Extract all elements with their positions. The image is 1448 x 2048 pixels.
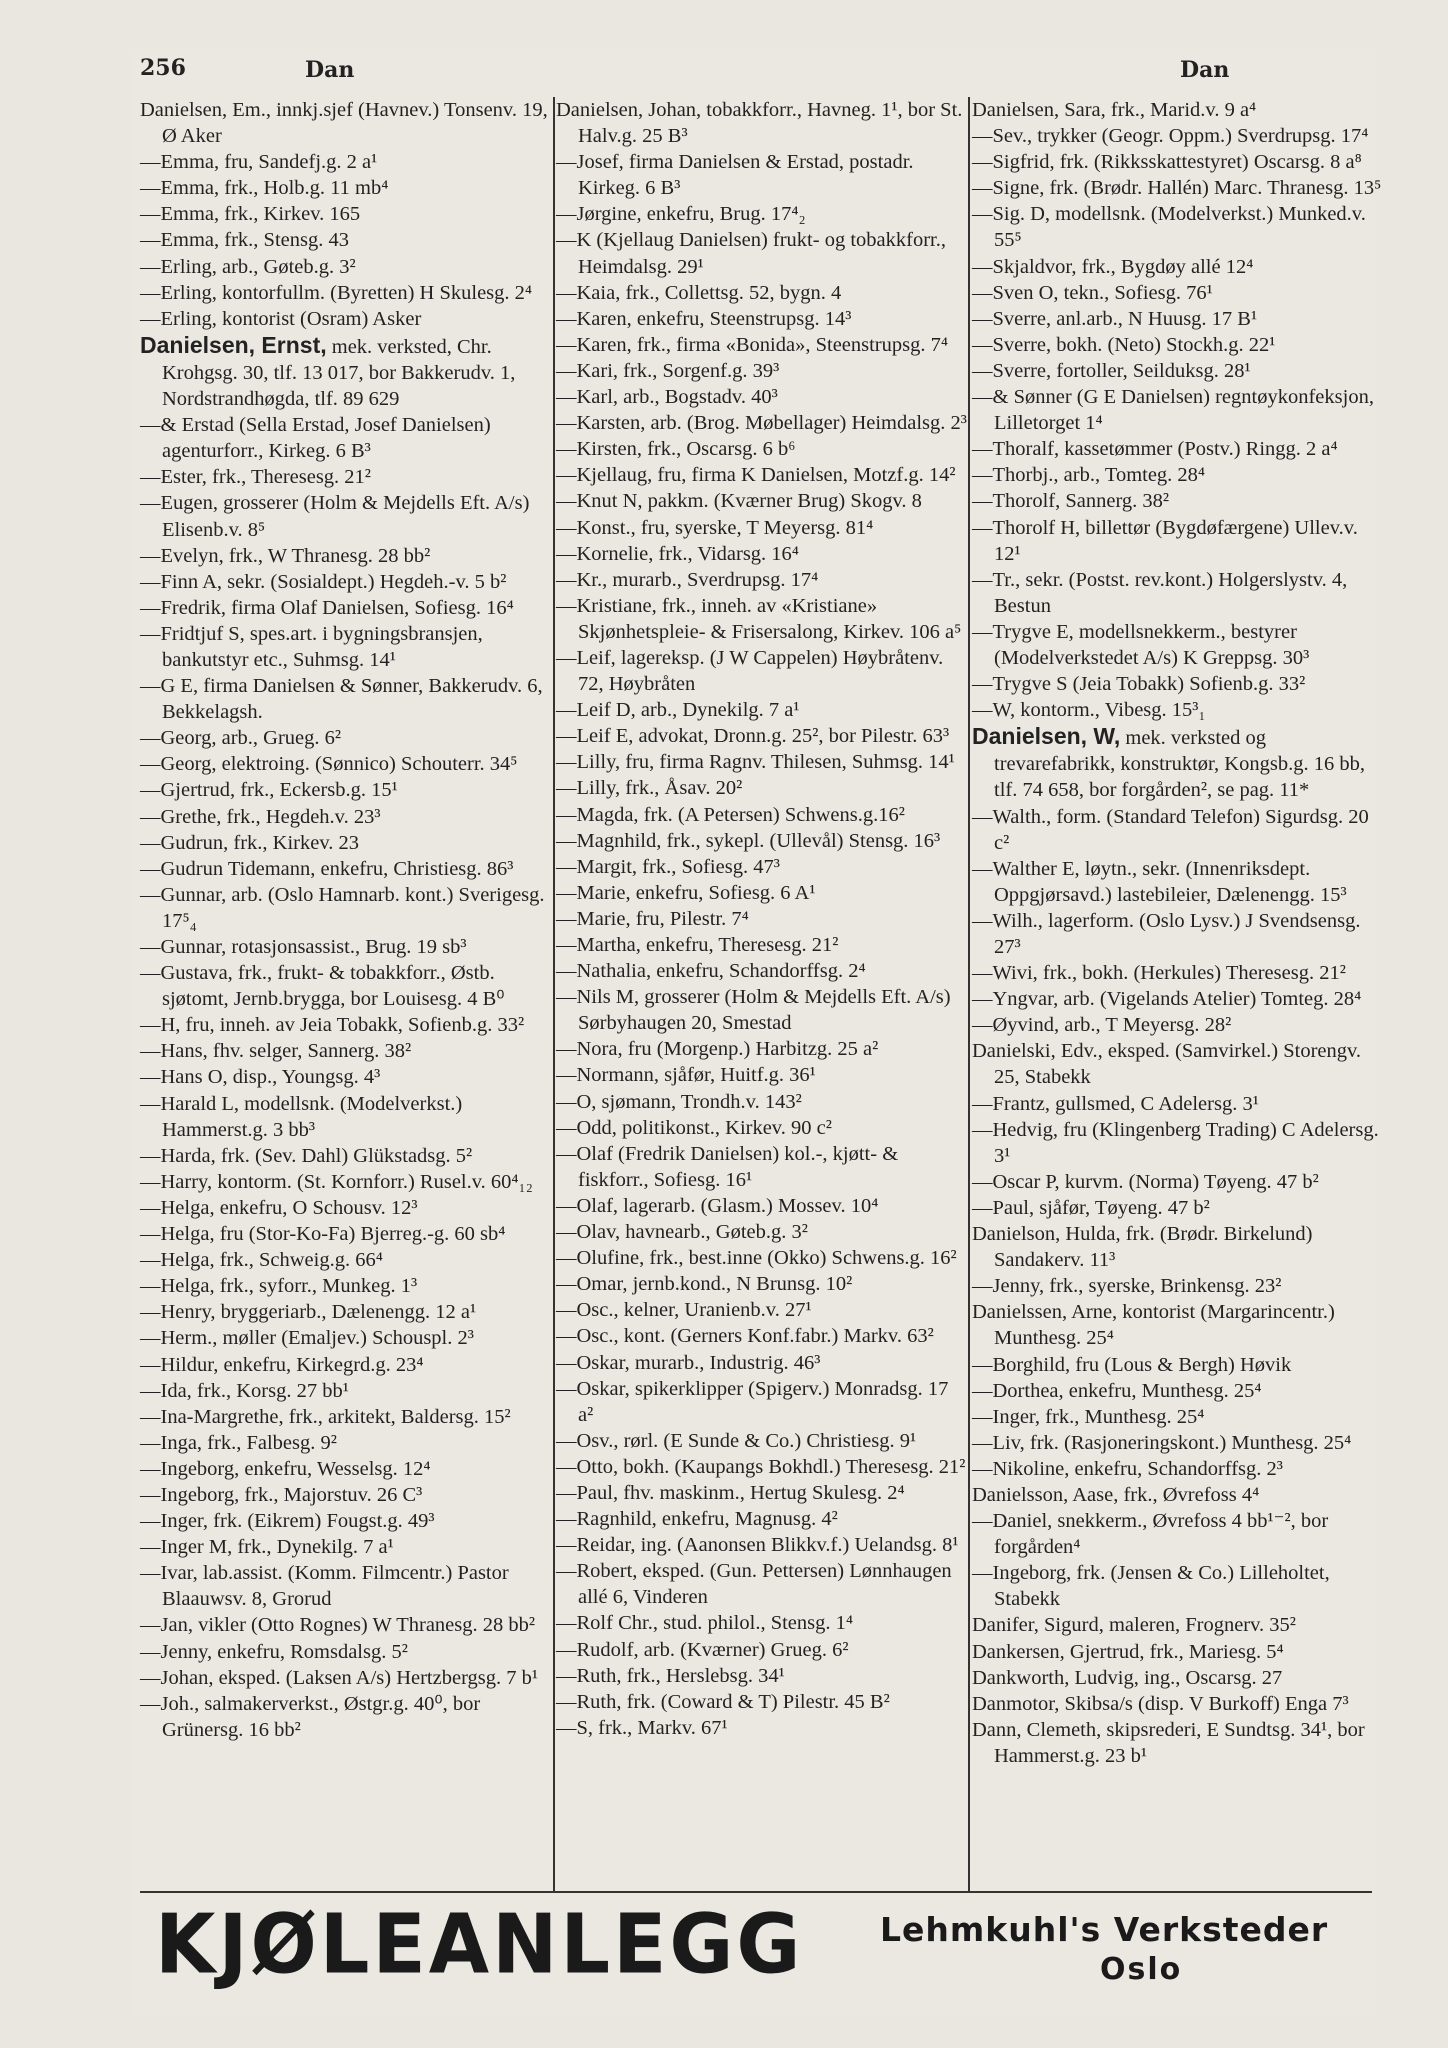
directory-entry: —Normann, sjåfør, Huitf.g. 36¹ bbox=[556, 1064, 816, 1087]
directory-entry: —Ragnhild, enkefru, Magnusg. 4² bbox=[556, 1508, 838, 1531]
directory-entry: —Ina-Margrethe, frk., arkitekt, Baldersg. 15² bbox=[140, 1405, 511, 1428]
advert-city: Oslo bbox=[1100, 1952, 1183, 1987]
directory-entry: Danielsson, Aase, frk., Øvrefoss 4⁴ bbox=[972, 1483, 1260, 1506]
directory-entry: —Emma, fru, Sandefj.g. 2 a¹ bbox=[140, 151, 378, 174]
directory-entry: —Reidar, ing. (Aanonsen Blikkv.f.) Uelandsg. 8¹ bbox=[556, 1534, 959, 1557]
directory-entry: —Ester, frk., Theresesg. 21² bbox=[140, 466, 371, 489]
directory-entry: —Gudrun Tidemann, enkefru, Christiesg. 86³ bbox=[140, 857, 514, 880]
directory-entry: —Jan, vikler (Otto Rognes) W Thranesg. 28 bb² bbox=[140, 1614, 536, 1637]
directory-entry: Danielsen, Ernst, mek. verksted, Chr. Krohgsg. 30, tlf. 13 017, bor Bakkerudv. 1, Nordstrandhøgda, tlf. 89 629 bbox=[140, 331, 516, 411]
directory-entry: —Emma, frk., Holb.g. 11 mb⁴ bbox=[140, 177, 389, 200]
directory-entry: —Fridtjuf S, spes.art. i bygningsbransjen, bankutstyr etc., Suhmsg. 14¹ bbox=[140, 622, 483, 671]
directory-entry: —Kaia, frk., Collettsg. 52, bygn. 4 bbox=[556, 281, 842, 304]
directory-entry: —Dorthea, enkefru, Munthesg. 25⁴ bbox=[972, 1379, 1262, 1402]
directory-entry: —H, fru, inneh. av Jeia Tobakk, Sofienb.g. 33² bbox=[140, 1014, 525, 1037]
directory-entry: —Joh., salmakerverkst., Østgr.g. 40⁰, bor Grünersg. 16 bb² bbox=[140, 1692, 481, 1741]
directory-entry: —Johan, eksped. (Laksen A/s) Hertzbergsg. 7 b¹ bbox=[140, 1666, 539, 1689]
directory-entry: —Liv, frk. (Rasjoneringskont.) Munthesg. 25⁴ bbox=[972, 1431, 1352, 1454]
directory-entry: —Osc., kelner, Uranienb.v. 27¹ bbox=[556, 1299, 812, 1322]
directory-entry: —Borghild, fru (Lous & Bergh) Høvik bbox=[972, 1353, 1292, 1376]
directory-entry: —Leif E, advokat, Dronn.g. 25², bor Pilestr. 63³ bbox=[556, 725, 950, 748]
directory-entry: —G E, firma Danielsen & Sønner, Bakkerudv. 6, Bekkelagsh. bbox=[140, 675, 543, 724]
directory-entry: —Grethe, frk., Hegdeh.v. 23³ bbox=[140, 805, 381, 828]
directory-entry: —Kornelie, frk., Vidarsg. 16⁴ bbox=[556, 542, 799, 565]
directory-entry: —Sverre, fortoller, Seilduksg. 28¹ bbox=[972, 359, 1251, 382]
directory-entry: —Jenny, enkefru, Romsdalsg. 5² bbox=[140, 1640, 408, 1663]
directory-entry: —Paul, fhv. maskinm., Hertug Skulesg. 2⁴ bbox=[556, 1481, 905, 1504]
directory-entry: —Gudrun, frk., Kirkev. 23 bbox=[140, 831, 360, 854]
directory-entry: —Emma, frk., Stensg. 43 bbox=[140, 229, 349, 252]
directory-entry: —Yngvar, arb. (Vigelands Atelier) Tomteg. 28⁴ bbox=[972, 988, 1362, 1011]
directory-entry: —Harald L, modellsnk. (Modelverkst.) Hammerst.g. 3 bb³ bbox=[140, 1092, 463, 1141]
directory-entry: —Helga, enkefru, O Schousv. 12³ bbox=[140, 1196, 418, 1219]
directory-entry: Danifer, Sigurd, maleren, Frognerv. 35² bbox=[972, 1614, 1296, 1637]
directory-entry: —Kjellaug, fru, firma K Danielsen, Motzf.g. 14² bbox=[556, 464, 956, 487]
directory-entry: —Nikoline, enkefru, Schandorffsg. 2³ bbox=[972, 1457, 1283, 1480]
directory-entry: —Georg, elektroing. (Sønnico) Schouterr. 34⁵ bbox=[140, 753, 518, 776]
directory-entry: —Thorbj., arb., Tomteg. 28⁴ bbox=[972, 464, 1206, 487]
directory-entry: —Erling, arb., Gøteb.g. 3² bbox=[140, 255, 356, 278]
column-2 bbox=[556, 97, 968, 1741]
directory-entry: —Gustava, frk., frukt- & tobakkforr., Østb. sjøtomt, Jernb.brygga, bor Louisesg. 4 B⁰ bbox=[140, 962, 505, 1011]
directory-entry: —Margit, frk., Sofiesg. 47³ bbox=[556, 855, 780, 878]
advert-maker: Lehmkuhl's Verksteder bbox=[880, 1910, 1329, 1949]
column-3 bbox=[972, 97, 1384, 1769]
directory-entry: Danielski, Edv., eksped. (Samvirkel.) Storengv. 25, Stabekk bbox=[972, 1040, 1362, 1089]
directory-entry: —Eugen, grosserer (Holm & Mejdells Eft. A/s) Elisenb.v. 8⁵ bbox=[140, 492, 530, 541]
directory-entry: —Kristiane, frk., inneh. av «Kristiane» Skjønhetspleie- & Frisersalong, Kirkev. 106 a⁵ bbox=[556, 594, 962, 643]
directory-entry: —Olav, havnearb., Gøteb.g. 3² bbox=[556, 1221, 808, 1244]
directory-entry: —K (Kjellaug Danielsen) frukt- og tobakkforr., Heimdalsg. 29¹ bbox=[556, 229, 946, 278]
directory-entry: —Sverre, anl.arb., N Huusg. 17 B¹ bbox=[972, 307, 1258, 330]
directory-entry: —Wilh., lagerform. (Oslo Lysv.) J Svendsensg. 27³ bbox=[972, 909, 1361, 958]
directory-entry: —O, sjømann, Trondh.v. 143² bbox=[556, 1090, 802, 1113]
directory-entry: —Odd, politikonst., Kirkev. 90 c² bbox=[556, 1116, 832, 1139]
directory-entry: Dann, Clemeth, skipsrederi, E Sundtsg. 34¹, bor Hammerst.g. 23 b¹ bbox=[972, 1718, 1365, 1767]
directory-entry: —Erling, kontorist (Osram) Asker bbox=[140, 307, 422, 330]
directory-entry: Dankersen, Gjertrud, frk., Mariesg. 5⁴ bbox=[972, 1640, 1284, 1663]
directory-entry: —Sven O, tekn., Sofiesg. 76¹ bbox=[972, 281, 1213, 304]
directory-entry: —Oskar, murarb., Industrig. 46³ bbox=[556, 1351, 821, 1374]
directory-entry: —Harda, frk. (Sev. Dahl) Glükstadsg. 5² bbox=[140, 1144, 473, 1167]
directory-entry: —Trygve E, modellsnekkerm., bestyrer (Modelverkstedet A/s) K Greppsg. 30³ bbox=[972, 620, 1310, 669]
directory-entry: —Sig. D, modellsnk. (Modelverkst.) Munked.v. 55⁵ bbox=[972, 203, 1366, 252]
directory-entry: —Ingeborg, frk., Majorstuv. 26 C³ bbox=[140, 1483, 423, 1506]
directory-entry: —Thorolf H, billettør (Bygdøfærgene) Ullev.v. 12¹ bbox=[972, 516, 1358, 565]
directory-entry: —Georg, arb., Grueg. 6² bbox=[140, 727, 342, 750]
directory-entry: —Magnhild, frk., sykepl. (Ullevål) Stensg. 16³ bbox=[556, 829, 941, 852]
directory-entry: —& Sønner (G E Danielsen) regntøykonfeksjon, Lilletorget 1⁴ bbox=[972, 386, 1374, 435]
directory-entry: —Hans O, disp., Youngsg. 4³ bbox=[140, 1066, 381, 1089]
directory-entry: —Finn A, sekr. (Sosialdept.) Hegdeh.-v. 5 b² bbox=[140, 570, 507, 593]
directory-entry: —Sev., trykker (Geogr. Oppm.) Sverdrupsg. 17⁴ bbox=[972, 125, 1369, 148]
directory-entry: —Ruth, frk. (Coward & T) Pilestr. 45 B² bbox=[556, 1690, 890, 1713]
directory-entry: —Gunnar, arb. (Oslo Hamnarb. kont.) Sverigesg. 17⁵₄ bbox=[140, 883, 545, 932]
directory-entry: —Thoralf, kassetømmer (Postv.) Ringg. 2 a⁴ bbox=[972, 438, 1338, 461]
directory-entry: —S, frk., Markv. 67¹ bbox=[556, 1716, 728, 1739]
directory-entry: —Walther E, løytn., sekr. (Innenriksdept. Oppgjørsavd.) lastebileier, Dælenengg. 15³ bbox=[972, 857, 1347, 906]
directory-entry: —Jenny, frk., syerske, Brinkensg. 23² bbox=[972, 1275, 1282, 1298]
directory-entry: —Martha, enkefru, Theresesg. 21² bbox=[556, 934, 839, 956]
directory-entry: Danielssen, Arne, kontorist (Margarincentr.) Munthesg. 25⁴ bbox=[972, 1301, 1335, 1350]
directory-entry: —Ruth, frk., Herslebsg. 34¹ bbox=[556, 1664, 785, 1687]
column-divider bbox=[968, 97, 970, 1892]
directory-entry: —Helga, frk., syforr., Munkeg. 1³ bbox=[140, 1275, 418, 1298]
directory-entry: —Olaf, lagerarb. (Glasm.) Mossev. 10⁴ bbox=[556, 1194, 879, 1217]
directory-entry: —Jørgine, enkefru, Brug. 17⁴₂ bbox=[556, 203, 806, 226]
directory-entry: Danielsen, Em., innkj.sjef (Havnev.) Tonsenv. 19, Ø Aker bbox=[140, 99, 548, 148]
directory-entry: —Herm., møller (Emaljev.) Schouspl. 2³ bbox=[140, 1327, 474, 1350]
directory-entry: Danmotor, Skibsa/s (disp. V Burkoff) Enga 7³ bbox=[972, 1692, 1349, 1715]
directory-entry: —Kr., murarb., Sverdrupsg. 17⁴ bbox=[556, 568, 819, 591]
running-head-left: Dan bbox=[305, 57, 355, 83]
directory-entry: —Harry, kontorm. (St. Kornforr.) Rusel.v. 60⁴₁₂ bbox=[140, 1170, 533, 1193]
directory-entry: —Frantz, gullsmed, C Adelersg. 3¹ bbox=[972, 1092, 1259, 1115]
directory-entry: Danielsen, W, mek. verksted og trevarefabrikk, konstruktør, Kongsb.g. 16 bb, tlf. 74 658, bor forgården², se pag. 11* bbox=[972, 723, 1365, 802]
directory-entry: —Marie, fru, Pilestr. 7⁴ bbox=[556, 907, 749, 930]
directory-entry: —Evelyn, frk., W Thranesg. 28 bb² bbox=[140, 544, 431, 567]
directory-entry: —Osv., rørl. (E Sunde & Co.) Christiesg. 9¹ bbox=[556, 1429, 917, 1452]
directory-entry: —Leif D, arb., Dynekilg. 7 a¹ bbox=[556, 699, 800, 722]
directory-entry: —Leif, lagereksp. (J W Cappelen) Høybråtenv. 72, Høybråten bbox=[556, 646, 944, 696]
directory-entry: —Inger, frk., Munthesg. 25⁴ bbox=[972, 1405, 1205, 1428]
column-1 bbox=[140, 97, 552, 1743]
directory-entry: —Hedvig, fru (Klingenberg Trading) C Adelersg. 3¹ bbox=[972, 1118, 1379, 1167]
directory-entry: —Nathalia, enkefru, Schandorffsg. 2⁴ bbox=[556, 960, 866, 983]
page-number: 256 bbox=[140, 55, 186, 81]
directory-entry: —Oskar, spikerklipper (Spigerv.) Monradsg. 17 a² bbox=[556, 1377, 949, 1426]
directory-entry: —Robert, eksped. (Gun. Pettersen) Lønnhaugen allé 6, Vinderen bbox=[556, 1560, 952, 1609]
advert-divider bbox=[140, 1891, 1372, 1893]
directory-entry: —Thorolf, Sannerg. 38² bbox=[972, 490, 1170, 513]
directory-entry: —Rudolf, arb. (Kværner) Grueg. 6² bbox=[556, 1638, 849, 1661]
directory-entry: —Knut N, pakkm. (Kværner Brug) Skogv. 8 bbox=[556, 490, 922, 513]
directory-entry: —Emma, frk., Kirkev. 165 bbox=[140, 203, 361, 226]
directory-entry: Dankworth, Ludvig, ing., Oscarsg. 27 bbox=[972, 1666, 1283, 1689]
directory-entry: —Wivi, frk., bokh. (Herkules) Theresesg. 21² bbox=[972, 962, 1346, 985]
directory-entry: —Omar, jernb.kond., N Brunsg. 10² bbox=[556, 1273, 853, 1296]
directory-entry: —Skjaldvor, frk., Bygdøy allé 12⁴ bbox=[972, 255, 1254, 278]
directory-entry: —Hans, fhv. selger, Sannerg. 38² bbox=[140, 1040, 412, 1063]
directory-entry: —Sigfrid, frk. (Rikksskattestyret) Oscarsg. 8 a⁸ bbox=[972, 151, 1362, 174]
directory-entry: —Marie, enkefru, Sofiesg. 6 A¹ bbox=[556, 881, 816, 904]
directory-entry: —Kirsten, frk., Oscarsg. 6 b⁶ bbox=[556, 438, 796, 461]
directory-entry: —Kari, frk., Sorgenf.g. 39³ bbox=[556, 359, 780, 382]
directory-entry: —& Erstad (Sella Erstad, Josef Danielsen) agenturforr., Kirkeg. 6 B³ bbox=[140, 414, 491, 463]
directory-entry: —Inger, frk. (Eikrem) Fougst.g. 49³ bbox=[140, 1510, 435, 1533]
directory-entry: —Magda, frk. (A Petersen) Schwens.g.16² bbox=[556, 803, 905, 826]
advert-headline: KJØLEANLEGG bbox=[155, 1897, 804, 1993]
directory-entry: —Nora, fru (Morgenp.) Harbitzg. 25 a² bbox=[556, 1038, 879, 1061]
directory-entry: —Sverre, bokh. (Neto) Stockh.g. 22¹ bbox=[972, 333, 1276, 356]
directory-entry: —Erling, kontorfullm. (Byretten) H Skulesg. 2⁴ bbox=[140, 281, 533, 304]
directory-entry: —Walth., form. (Standard Telefon) Sigurdsg. 20 c² bbox=[972, 805, 1369, 854]
directory-entry: —Daniel, snekkerm., Øvrefoss 4 bb¹⁻², bor forgården⁴ bbox=[972, 1510, 1329, 1559]
directory-page bbox=[130, 55, 1382, 2015]
column-divider bbox=[553, 97, 555, 1892]
directory-entry: Danielson, Hulda, frk. (Brødr. Birkelund) Sandakerv. 11³ bbox=[972, 1223, 1313, 1272]
directory-entry: —Otto, bokh. (Kaupangs Bokhdl.) Theresesg. 21² bbox=[556, 1455, 966, 1478]
directory-entry: —Gjertrud, frk., Eckersb.g. 15¹ bbox=[140, 779, 398, 802]
directory-entry: —Trygve S (Jeia Tobakk) Sofienb.g. 33² bbox=[972, 673, 1306, 696]
directory-entry: —Paul, sjåfør, Tøyeng. 47 b² bbox=[972, 1196, 1210, 1219]
directory-entry: —Konst., fru, syerske, T Meyersg. 81⁴ bbox=[556, 516, 874, 539]
directory-entry: —Inger M, frk., Dynekilg. 7 a¹ bbox=[140, 1536, 394, 1559]
directory-entry: —Helga, fru (Stor-Ko-Fa) Bjerreg.-g. 60 sb⁴ bbox=[140, 1223, 506, 1246]
page-header bbox=[140, 55, 1365, 91]
directory-entry: —Inga, frk., Falbesg. 9² bbox=[140, 1431, 337, 1454]
directory-entry: —Fredrik, firma Olaf Danielsen, Sofiesg. 16⁴ bbox=[140, 596, 514, 619]
directory-entry: —Gunnar, rotasjonsassist., Brug. 19 sb³ bbox=[140, 936, 467, 958]
directory-entry: —Ingeborg, enkefru, Wesselsg. 12⁴ bbox=[140, 1457, 431, 1480]
directory-entry: —Ingeborg, frk. (Jensen & Co.) Lilleholtet, Stabekk bbox=[972, 1562, 1330, 1611]
directory-entry: —Ivar, lab.assist. (Komm. Filmcentr.) Pastor Blaauwsv. 8, Grorud bbox=[140, 1562, 509, 1611]
directory-entry: —Signe, frk. (Brødr. Hallén) Marc. Thranesg. 13⁵ bbox=[972, 177, 1382, 200]
directory-entry: Danielsen, Johan, tobakkforr., Havneg. 1¹, bor St. Halv.g. 25 B³ bbox=[556, 99, 963, 148]
directory-entry: —Karl, arb., Bogstadv. 40³ bbox=[556, 386, 778, 409]
directory-entry: —Lilly, fru, firma Ragnv. Thilesen, Suhmsg. 14¹ bbox=[556, 751, 955, 774]
directory-entry: —Helga, frk., Schweig.g. 66⁴ bbox=[140, 1249, 383, 1272]
directory-entry: —Karsten, arb. (Brog. Møbellager) Heimdalsg. 2³ bbox=[556, 412, 967, 435]
running-head-right: Dan bbox=[1180, 57, 1230, 83]
directory-entry: —Henry, bryggeriarb., Dælenengg. 12 a¹ bbox=[140, 1301, 477, 1324]
directory-entry: Danielsen, Sara, frk., Marid.v. 9 a⁴ bbox=[972, 99, 1257, 121]
directory-entry: —Karen, frk., firma «Bonida», Steenstrupsg. 7⁴ bbox=[556, 333, 949, 356]
directory-entry: —Karen, enkefru, Steenstrupsg. 14³ bbox=[556, 307, 852, 330]
directory-entry: —Osc., kont. (Gerners Konf.fabr.) Markv. 63² bbox=[556, 1325, 934, 1348]
directory-entry: —W, kontorm., Vibesg. 15³₁ bbox=[972, 699, 1206, 722]
directory-entry: —Josef, firma Danielsen & Erstad, postadr. Kirkeg. 6 B³ bbox=[556, 151, 914, 200]
directory-entry: —Rolf Chr., stud. philol., Stensg. 1⁴ bbox=[556, 1612, 854, 1635]
directory-entry: —Hildur, enkefru, Kirkegrd.g. 23⁴ bbox=[140, 1353, 424, 1376]
directory-entry: —Nils M, grosserer (Holm & Mejdells Eft. A/s) Sørbyhaugen 20, Smestad bbox=[556, 986, 951, 1035]
directory-entry: —Ida, frk., Korsg. 27 bb¹ bbox=[140, 1379, 349, 1402]
directory-entry: —Øyvind, arb., T Meyersg. 28² bbox=[972, 1014, 1232, 1037]
directory-entry: —Olufine, frk., best.inne (Okko) Schwens.g. 16² bbox=[556, 1247, 957, 1270]
directory-entry: —Tr., sekr. (Postst. rev.kont.) Holgerslystv. 4, Bestun bbox=[972, 568, 1348, 617]
directory-entry: —Olaf (Fredrik Danielsen) kol.-, kjøtt- & fiskforr., Sofiesg. 16¹ bbox=[556, 1142, 899, 1191]
directory-entry: —Lilly, frk., Åsav. 20² bbox=[556, 777, 743, 800]
directory-entry: —Oscar P, kurvm. (Norma) Tøyeng. 47 b² bbox=[972, 1170, 1319, 1193]
entry-columns bbox=[140, 97, 1382, 1887]
advertisement bbox=[140, 1897, 1372, 1995]
